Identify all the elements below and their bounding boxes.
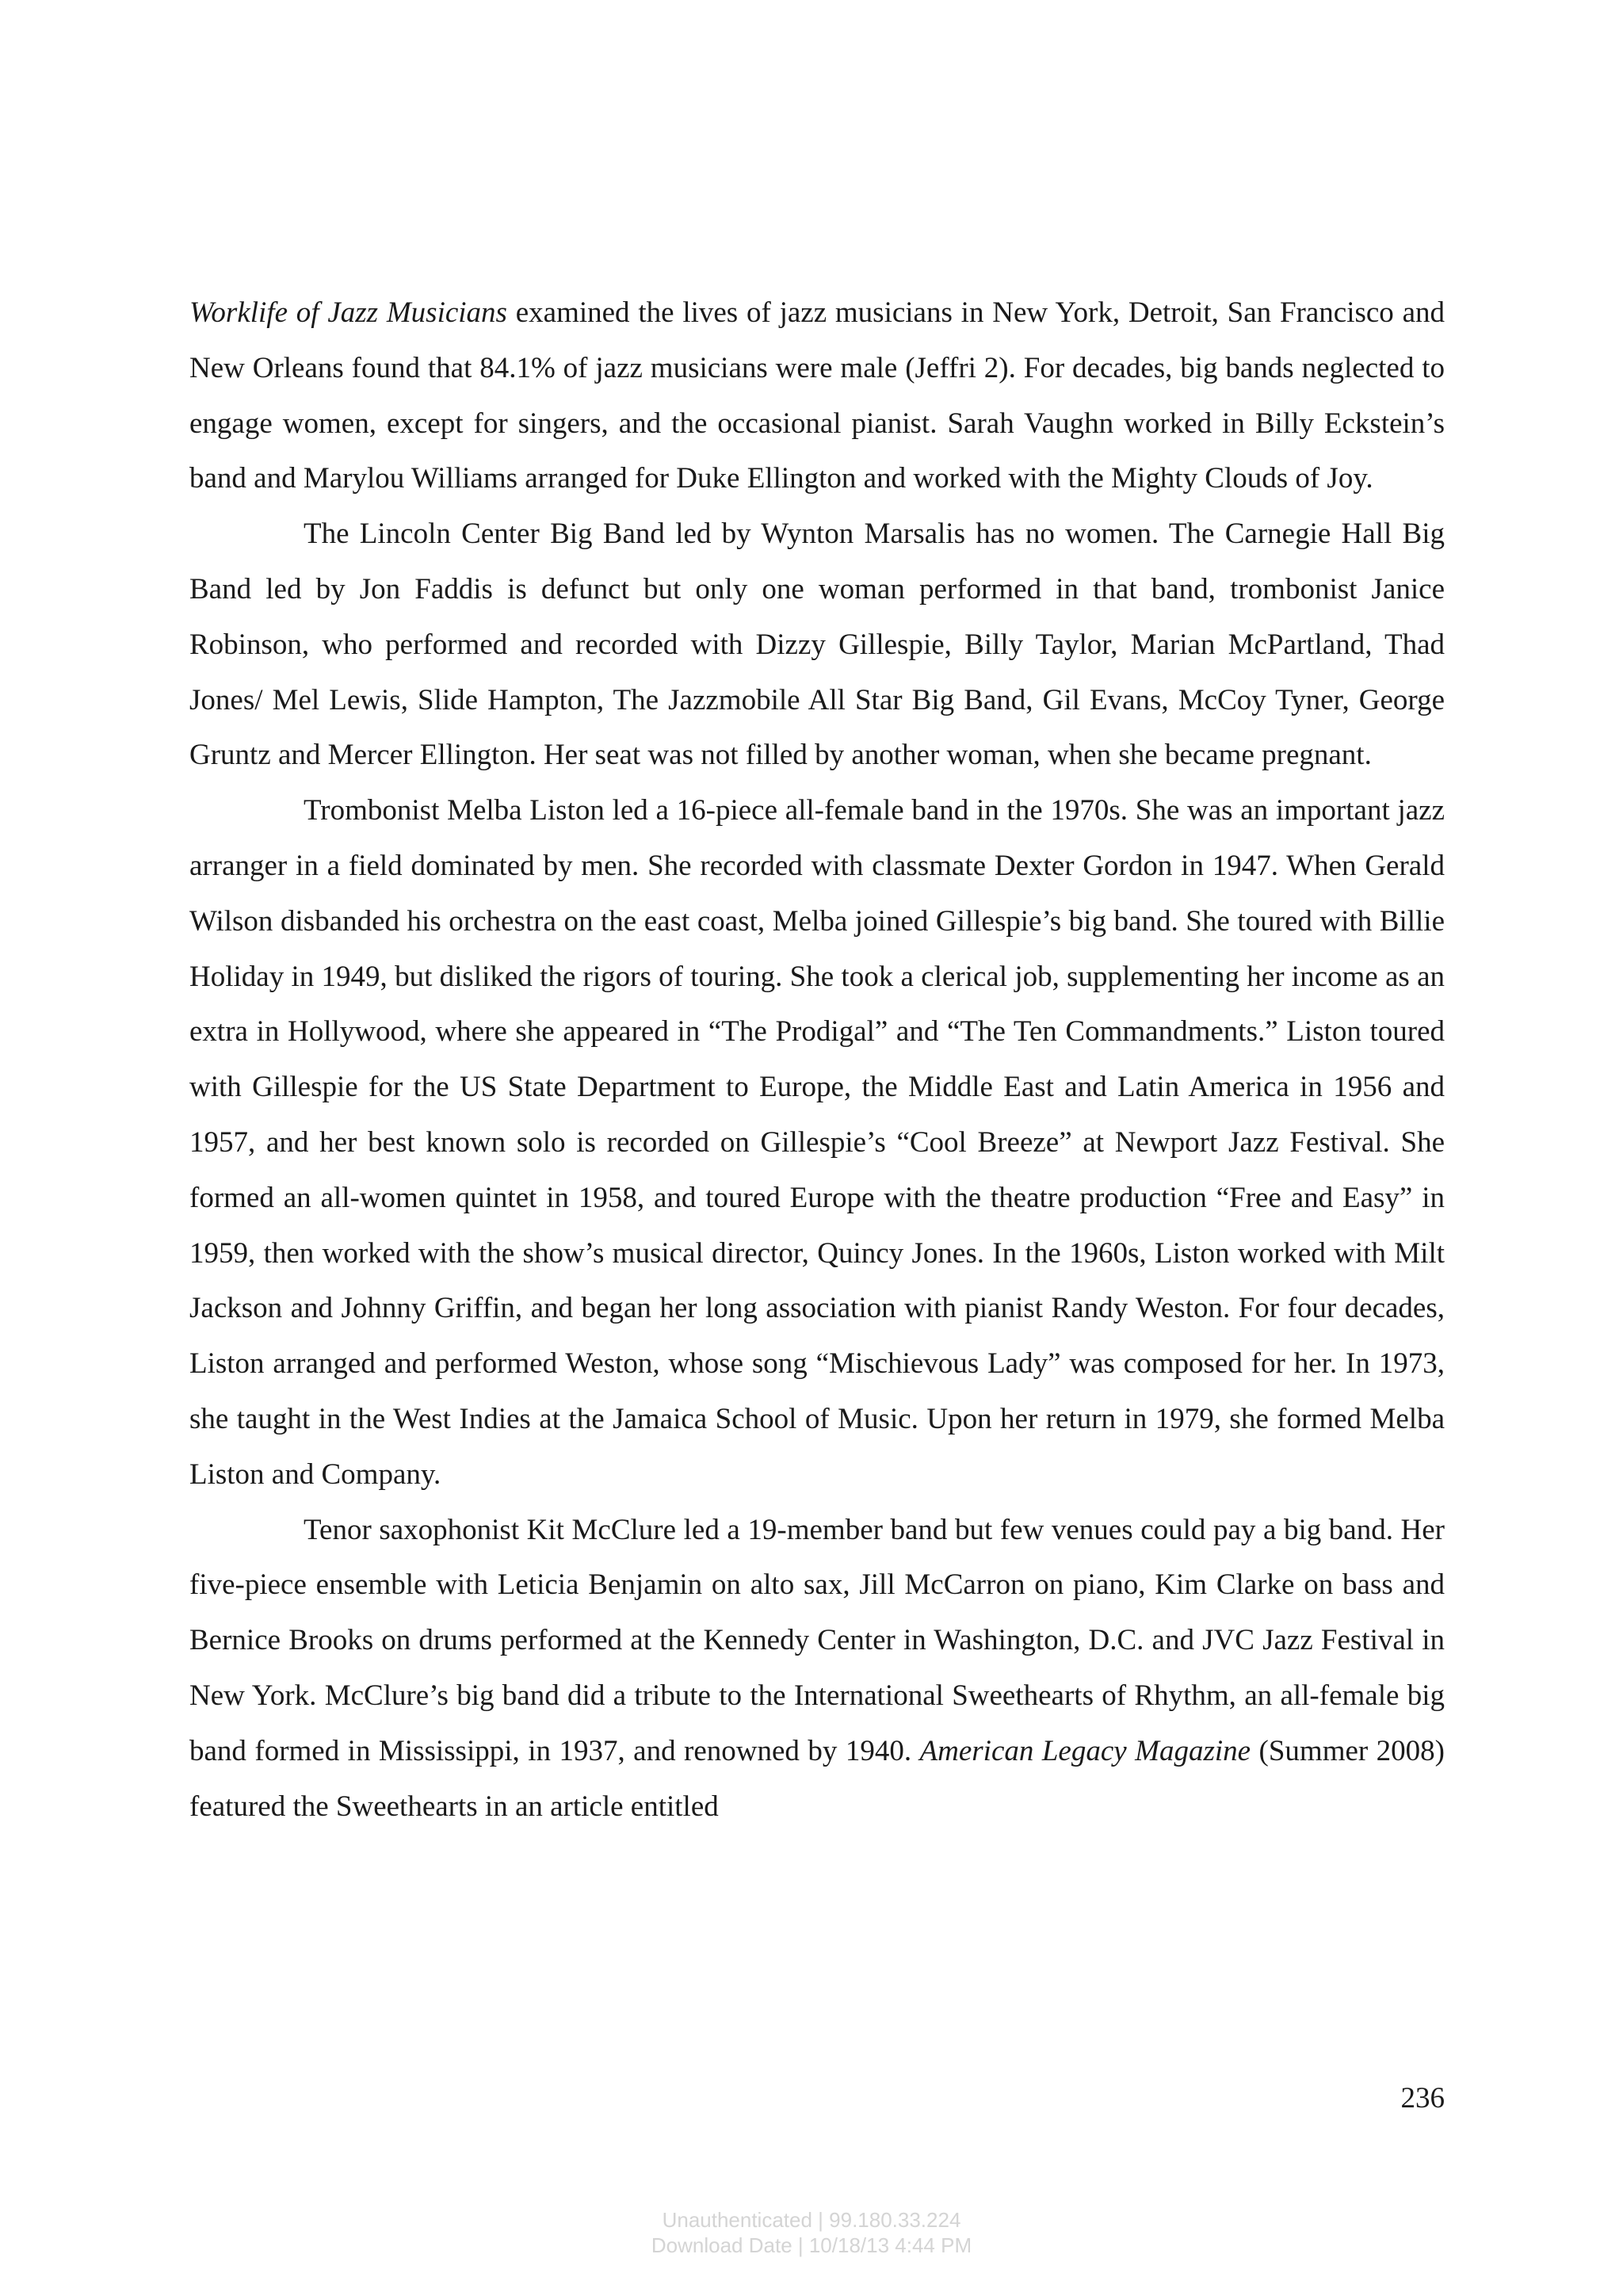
watermark-date-line: Download Date | 10/18/13 4:44 PM — [651, 2233, 972, 2257]
body-text — [189, 285, 1445, 1834]
paragraph-3: Trombonist Melba Liston led a 16-piece all-female band in the 1970s. She was an important jazz arranger in a field dominated by men. She recorded with classmate Dexter Gordon in 1947. When Gerald Wilson disbanded his orchestra on the east coast, Melba joined Gillespie’s big band. She toured with Billie Holiday in 1949, but disliked the rigors of touring. She took a clerical job, supplementing her income as an extra in Hollywood, where she appeared in “The Prodigal” and “The Ten Commandments.” Liston toured with Gillespie for the US State Department to Europe, the Middle East and Latin America in 1956 and 1957, and her best known solo is recorded on Gillespie’s “Cool Breeze” at Newport Jazz Festival. She formed an all-women quintet in 1958, and toured Europe with the theatre production “Free and Easy” in 1959, then worked with the show’s musical director, Quincy Jones. In the 1960s, Liston worked with Milt Jackson and Johnny Griffin, and began her long association with pianist Randy Weston. For four decades, Liston arranged and performed Weston, whose song “Mischievous Lady” was composed for her. In 1973, she taught in the West Indies at the Jamaica School of Music. Upon her return in 1979, she formed Melba Liston and Company. — [189, 794, 1445, 1491]
paragraph-1-text: examined the lives of jazz musicians in New York, Detroit, San Francisco and New Orleans found that 84.1% of jazz musicians were male (Jeffri 2). For decades, big bands neglected to engage women, except for singers, and the occasional pianist. Sarah Vaughn worked in Billy Eckstein’s band and Marylou Williams arranged for Duke Ellington and worked with the Mighty Clouds of Joy. — [189, 296, 1445, 495]
page-number: 236 — [1400, 2082, 1445, 2115]
paragraph-4-text-before: Tenor saxophonist Kit McClure led a 19-member band but few venues could pay a big band. Her five-piece ensemble with Leticia Benjamin on alto sax, Jill McCarron on piano, Kim Clarke on bass and Bernice Brooks on drums performed at the Kennedy Center in Washington, D.C. and JVC Jazz Festival in New York. McClure’s big band did a tribute to the International Sweethearts of Rhythm, an all-female big band formed in Mississippi, in 1937, and renowned by 1940. — [189, 1513, 1445, 1767]
book-title-italic: Worklife of Jazz Musicians — [189, 296, 507, 329]
watermark-auth-line: Unauthenticated | 99.180.33.224 — [662, 2208, 961, 2232]
magazine-title-italic: American Legacy Magazine — [919, 1734, 1251, 1767]
paragraph-2: The Lincoln Center Big Band led by Wynton Marsalis has no women. The Carnegie Hall Big Band led by Jon Faddis is defunct but only one woman performed in that band, trombonist Janice Robinson, who performed and recorded with Dizzy Gillespie, Billy Taylor, Marian McPartland, Thad Jones/ Mel Lewis, Slide Hampton, The Jazzmobile All Star Big Band, Gil Evans, McCoy Tyner, George Gruntz and Mercer Ellington. Her seat was not filled by another woman, when she became pregnant. — [189, 518, 1445, 772]
download-watermark — [0, 2207, 1623, 2258]
paragraph-4-text-after: (Summer 2008) featured the Sweethearts in an article entitled — [189, 1734, 1445, 1823]
paragraph-4 — [189, 1503, 1445, 1835]
paragraph-1 — [189, 285, 1445, 506]
